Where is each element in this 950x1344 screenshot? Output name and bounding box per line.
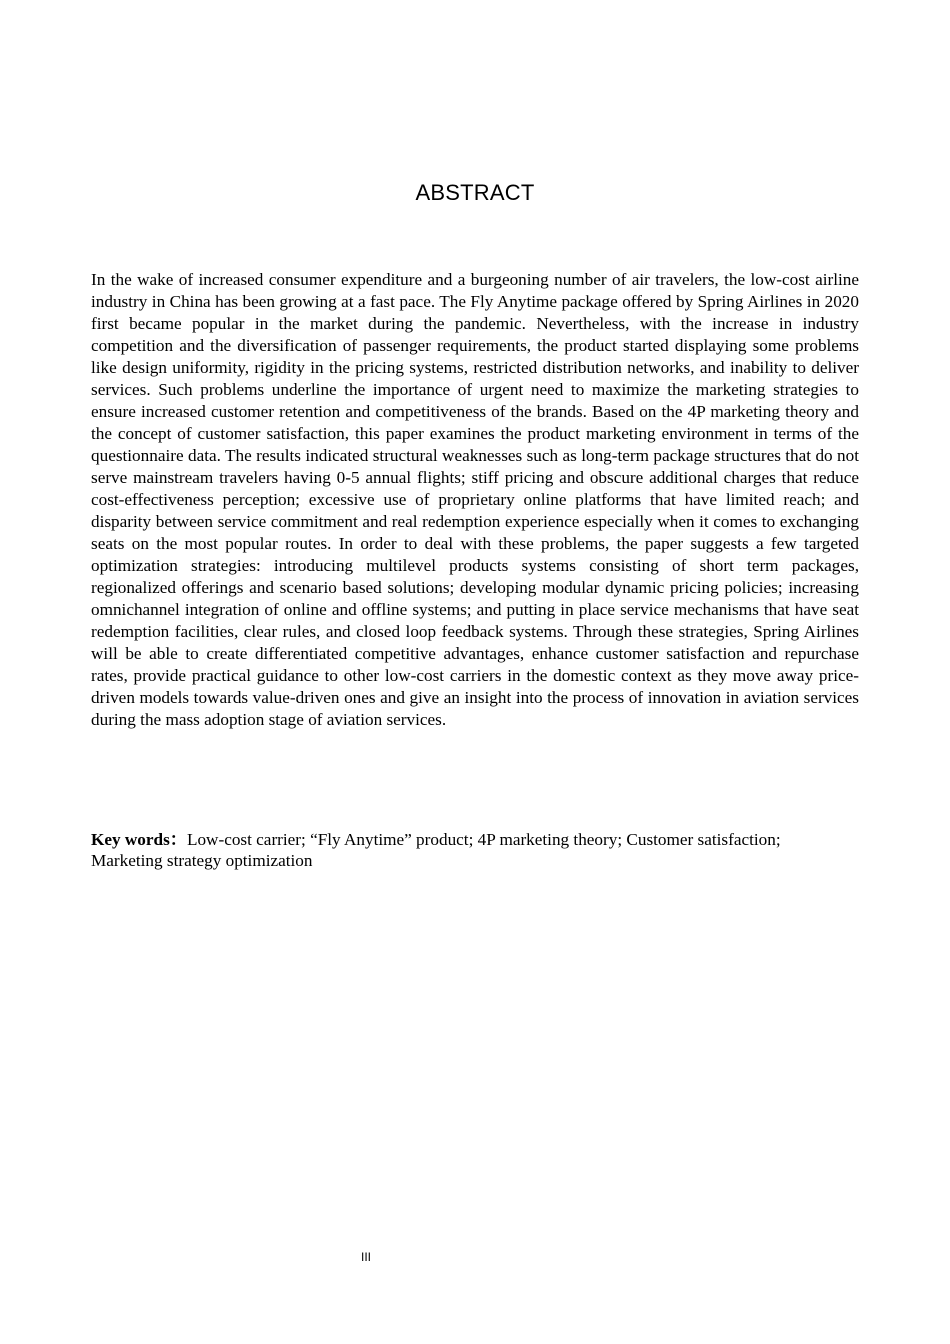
keywords-text: Low-cost carrier; “Fly Anytime” product; 4P marketing theory; Customer satisfaction; Marketing strategy optimization — [91, 830, 781, 870]
abstract-paragraph: In the wake of increased consumer expenditure and a burgeoning number of air travelers, the low-cost airline industry in China has been growing at a fast pace. The Fly Anytime package offered by Spring Airlines in 2020 first became popular in the market during the pandemic. Nevertheless, with the increase in industry competition and the diversification of passenger requirements, the product started displaying some problems like design uniformity, rigidity in the pricing systems, restricted distribution networks, and inability to deliver services. Such problems underline the importance of urgent need to maximize the marketing strategies to ensure increased customer retention and competitiveness of the brands. Based on the 4P marketing theory and the concept of customer satisfaction, this paper examines the product marketing environment in terms of the questionnaire data. The results indicated structural weaknesses such as long-term package structures that do not serve mainstream travelers having 0-5 annual flights; stiff pricing and obscure additional charges that reduce cost-effectiveness perception; excessive use of proprietary online platforms that have limited reach; and disparity between service commitment and real redemption experience especially when it comes to exchanging seats on the most popular routes. In order to deal with these problems, the paper suggests a few targeted optimization strategies: introducing multilevel products systems consisting of short term packages, regionalized offerings and scenario based solutions; developing modular dynamic pricing policies; increasing omnichannel integration of online and offline systems; and putting in place service mechanisms that have seat redemption facilities, clear rules, and closed loop feedback systems. Through these strategies, Spring Airlines will be able to create differentiated competitive advantages, enhance customer satisfaction and repurchase rates, provide practical guidance to other low-cost carriers in the domestic context as they move away price-driven models towards value-driven ones and give an insight into the process of innovation in aviation services during the mass adoption stage of aviation services. — [91, 270, 859, 729]
keywords-label: Key words： — [91, 830, 187, 849]
abstract-title: ABSTRACT — [415, 180, 535, 205]
page-number: III — [360, 1250, 371, 1264]
keywords-section — [91, 829, 791, 871]
